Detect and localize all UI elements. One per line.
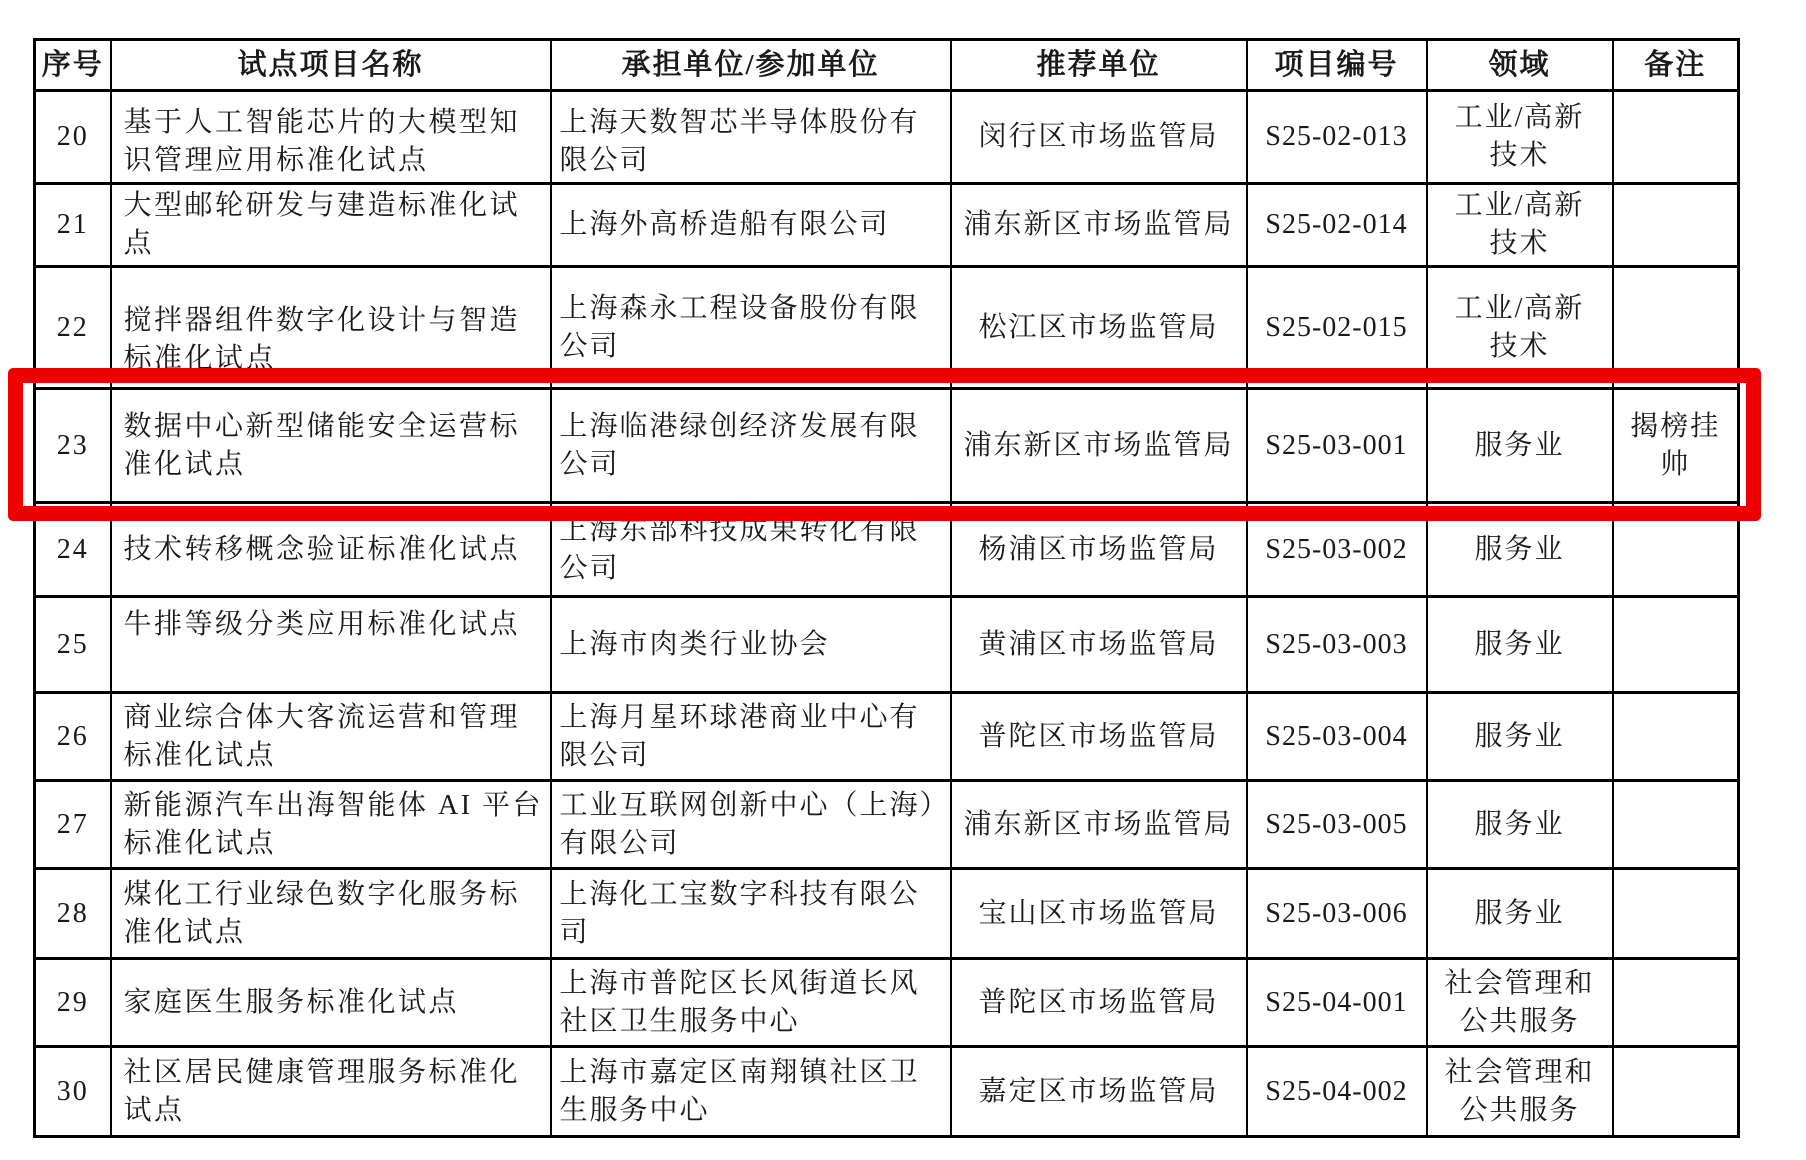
cell-recommending-org: 浦东新区市场监管局 — [951, 389, 1247, 503]
header-row — [35, 40, 1739, 91]
cell-undertaking-org: 上海天数智芯半导体股份有限公司 — [551, 91, 951, 184]
cell-project-code: S25-02-014 — [1247, 184, 1427, 267]
cell-project-code: S25-02-015 — [1247, 267, 1427, 389]
cell-project-code: S25-04-001 — [1247, 959, 1427, 1047]
cell-undertaking-org: 上海临港绿创经济发展有限公司 — [551, 389, 951, 503]
cell-field: 服务业 — [1427, 503, 1613, 597]
cell-project-name: 煤化工行业绿色数字化服务标准化试点 — [111, 869, 551, 959]
cell-project-name: 大型邮轮研发与建造标准化试点 — [111, 184, 551, 267]
cell-project-code: S25-03-001 — [1247, 389, 1427, 503]
cell-recommending-org: 浦东新区市场监管局 — [951, 781, 1247, 869]
cell-note — [1613, 91, 1739, 184]
cell-project-name: 社区居民健康管理服务标准化试点 — [111, 1047, 551, 1137]
cell-project-code: S25-04-002 — [1247, 1047, 1427, 1137]
table-row — [35, 184, 1739, 267]
cell-recommending-org: 宝山区市场监管局 — [951, 869, 1247, 959]
cell-project-name: 新能源汽车出海智能体 AI 平台标准化试点 — [111, 781, 551, 869]
cell-project-name: 家庭医生服务标准化试点 — [111, 959, 551, 1047]
cell-project-code: S25-03-002 — [1247, 503, 1427, 597]
cell-recommending-org: 杨浦区市场监管局 — [951, 503, 1247, 597]
cell-undertaking-org: 上海化工宝数字科技有限公司 — [551, 869, 951, 959]
table-row — [35, 869, 1739, 959]
cell-field: 工业/高新技术 — [1427, 184, 1613, 267]
table-row — [35, 91, 1739, 184]
table-body — [35, 91, 1739, 1137]
column-header: 序号 — [35, 40, 111, 91]
cell-field: 社会管理和公共服务 — [1427, 1047, 1613, 1137]
cell-field: 社会管理和公共服务 — [1427, 959, 1613, 1047]
cell-project-name: 技术转移概念验证标准化试点 — [111, 503, 551, 597]
cell-recommending-org: 普陀区市场监管局 — [951, 959, 1247, 1047]
cell-project-name: 商业综合体大客流运营和管理标准化试点 — [111, 693, 551, 781]
cell-undertaking-org: 上海市肉类行业协会 — [551, 597, 951, 693]
cell-serial-number: 24 — [35, 503, 111, 597]
cell-project-code: S25-03-003 — [1247, 597, 1427, 693]
cell-undertaking-org: 上海市普陀区长风街道长风社区卫生服务中心 — [551, 959, 951, 1047]
cell-project-code: S25-02-013 — [1247, 91, 1427, 184]
table-row — [35, 267, 1739, 389]
cell-undertaking-org: 上海月星环球港商业中心有限公司 — [551, 693, 951, 781]
cell-serial-number: 21 — [35, 184, 111, 267]
cell-serial-number: 23 — [35, 389, 111, 503]
table-row — [35, 959, 1739, 1047]
table-row — [35, 1047, 1739, 1137]
cell-recommending-org: 黄浦区市场监管局 — [951, 597, 1247, 693]
cell-note — [1613, 693, 1739, 781]
table-row — [35, 389, 1739, 503]
table-row — [35, 597, 1739, 693]
cell-undertaking-org: 上海东部科技成果转化有限公司 — [551, 503, 951, 597]
cell-note — [1613, 781, 1739, 869]
table-row — [35, 781, 1739, 869]
cell-field: 服务业 — [1427, 389, 1613, 503]
pilot-projects-table — [33, 38, 1740, 1138]
column-header: 项目编号 — [1247, 40, 1427, 91]
cell-serial-number: 30 — [35, 1047, 111, 1137]
cell-serial-number: 27 — [35, 781, 111, 869]
cell-serial-number: 20 — [35, 91, 111, 184]
cell-note — [1613, 869, 1739, 959]
cell-note — [1613, 503, 1739, 597]
cell-recommending-org: 普陀区市场监管局 — [951, 693, 1247, 781]
cell-undertaking-org: 上海森永工程设备股份有限公司 — [551, 267, 951, 389]
table-row — [35, 693, 1739, 781]
cell-project-name: 基于人工智能芯片的大模型知识管理应用标准化试点 — [111, 91, 551, 184]
column-header: 备注 — [1613, 40, 1739, 91]
cell-note — [1613, 597, 1739, 693]
column-header: 推荐单位 — [951, 40, 1247, 91]
cell-note — [1613, 1047, 1739, 1137]
cell-serial-number: 25 — [35, 597, 111, 693]
cell-project-name: 搅拌器组件数字化设计与智造标准化试点 — [111, 267, 551, 389]
cell-field: 服务业 — [1427, 597, 1613, 693]
cell-note — [1613, 267, 1739, 389]
cell-recommending-org: 松江区市场监管局 — [951, 267, 1247, 389]
cell-field: 工业/高新技术 — [1427, 267, 1613, 389]
column-header: 承担单位/参加单位 — [551, 40, 951, 91]
cell-undertaking-org: 上海外高桥造船有限公司 — [551, 184, 951, 267]
cell-field: 服务业 — [1427, 869, 1613, 959]
table-row — [35, 503, 1739, 597]
cell-project-name: 数据中心新型储能安全运营标准化试点 — [111, 389, 551, 503]
column-header: 领域 — [1427, 40, 1613, 91]
cell-recommending-org: 浦东新区市场监管局 — [951, 184, 1247, 267]
cell-undertaking-org: 工业互联网创新中心（上海）有限公司 — [551, 781, 951, 869]
column-header: 试点项目名称 — [111, 40, 551, 91]
cell-recommending-org: 闵行区市场监管局 — [951, 91, 1247, 184]
cell-recommending-org: 嘉定区市场监管局 — [951, 1047, 1247, 1137]
cell-project-code: S25-03-006 — [1247, 869, 1427, 959]
cell-project-code: S25-03-004 — [1247, 693, 1427, 781]
cell-field: 服务业 — [1427, 781, 1613, 869]
cell-project-code: S25-03-005 — [1247, 781, 1427, 869]
cell-project-name: 牛排等级分类应用标准化试点 — [111, 597, 551, 693]
cell-note — [1613, 184, 1739, 267]
cell-field: 服务业 — [1427, 693, 1613, 781]
cell-serial-number: 22 — [35, 267, 111, 389]
cell-undertaking-org: 上海市嘉定区南翔镇社区卫生服务中心 — [551, 1047, 951, 1137]
cell-serial-number: 29 — [35, 959, 111, 1047]
cell-field: 工业/高新技术 — [1427, 91, 1613, 184]
cell-note — [1613, 959, 1739, 1047]
cell-serial-number: 28 — [35, 869, 111, 959]
cell-note: 揭榜挂帅 — [1613, 389, 1739, 503]
cell-serial-number: 26 — [35, 693, 111, 781]
